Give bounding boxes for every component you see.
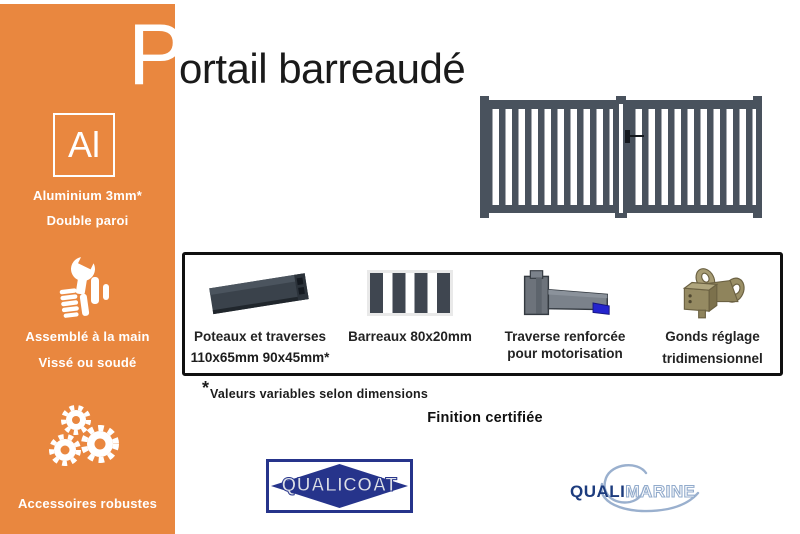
feature-label: Traverse renforcée [504,329,626,344]
gate-leaf-right [623,100,762,213]
gate-leaf-left [480,100,619,213]
footnote [202,378,429,401]
sidebar-label-double-paroi: Double paroi [46,213,129,228]
feature-label: Gonds réglage [665,329,760,344]
qualimarine-marine: MARINE [625,482,696,501]
footnote-asterisk: * [202,378,210,398]
gate-post-foot [615,213,627,218]
feature-barreaux [335,260,485,373]
gate-post-foot [753,213,762,218]
feature-label-line2: tridimensionnel [662,351,763,366]
feature-traverse-renforcee [485,260,645,373]
sidebar-label-accessoires: Accessoires robustes [17,496,158,511]
gate-handle-bar [630,135,644,137]
footnote-text: Valeurs variables selon dimensions [210,387,429,401]
sidebar-label-visse: Vissé ou soudé [38,355,137,370]
reinforced-rail-image [515,262,615,324]
hinge-image [671,262,755,324]
gate-post-cap [480,96,489,103]
finish-certified-label: Finition certifiée [427,410,543,426]
qualicoat-logo [266,459,413,513]
feature-label-line2: pour motorisation [507,346,623,361]
qualimarine-logo [558,457,716,519]
feature-dimensions: 110x65mm 90x45mm* [190,350,330,365]
feature-label: Poteaux et traverses [193,329,327,344]
gate-post-cap [753,96,762,103]
qualimarine-quali: QUALI [570,482,626,501]
feature-label: Barreaux 80x20mm [348,329,472,344]
qualicoat-logo-text: QUALICOAT [281,475,398,496]
post-profile-image [206,262,314,324]
gears-icon [46,400,122,474]
feature-gonds [645,260,780,373]
aluminium-symbol-icon [53,113,115,177]
feature-poteaux [185,260,335,373]
page-title: ortail barreaudé [179,45,466,92]
wrench-screwdriver-icon [50,254,120,322]
sidebar-label-aluminium: Aluminium 3mm* [33,188,142,203]
gate-illustration [480,96,762,218]
features-box [182,252,783,376]
bars-image [367,262,453,324]
qualimarine-logo-text [570,482,695,502]
sidebar-label-assemble: Assemblé à la main [25,329,150,344]
gate-post-foot [480,213,489,218]
gate-post-cap [616,96,626,104]
al-symbol-text: Al [67,124,100,165]
page-title-initial: P [128,7,186,103]
